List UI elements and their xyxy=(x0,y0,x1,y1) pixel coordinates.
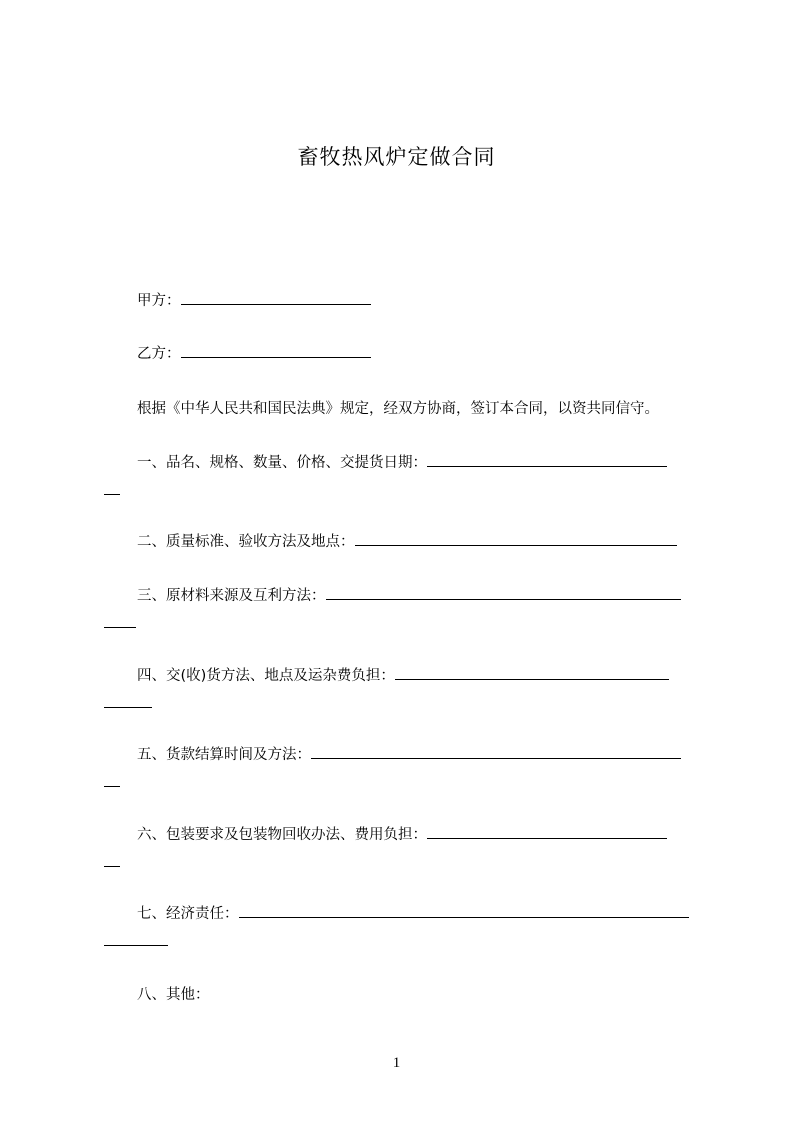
party-a-line xyxy=(137,291,371,311)
clause-6-label: 六、包装要求及包装物回收办法、费用负担： xyxy=(137,827,427,843)
party-a-blank xyxy=(181,292,371,305)
clause-3-label: 三、原材料来源及互利方法： xyxy=(137,588,326,604)
clause-7-blank xyxy=(239,905,689,918)
document-title: 畜牧热风炉定做合同 xyxy=(297,145,496,169)
clause-3-line xyxy=(137,586,681,606)
clause-4-label: 四、交(收)货方法、地点及运杂费负担： xyxy=(137,668,395,684)
clause-3-blank xyxy=(326,587,681,600)
clause-4-blank-continuation xyxy=(104,707,152,708)
clause-1-label: 一、品名、规格、数量、价格、交提货日期： xyxy=(137,455,427,471)
clause-7-label: 七、经济责任： xyxy=(137,906,239,922)
clause-1-blank xyxy=(427,454,667,467)
clause-1-line xyxy=(137,453,667,473)
preamble-text: 根据《中华人民共和国民法典》规定，经双方协商，签订本合同，以资共同信守。 xyxy=(137,401,659,417)
party-b-blank xyxy=(181,345,371,358)
page-number: 1 xyxy=(392,1055,401,1071)
clause-3-blank-continuation xyxy=(104,627,136,628)
clause-5-blank xyxy=(311,746,681,759)
clause-7-line xyxy=(137,904,689,924)
party-a-label: 甲方： xyxy=(137,293,181,309)
clause-7-blank-continuation xyxy=(104,945,168,946)
clause-5-blank-continuation xyxy=(104,786,120,787)
clause-6-line xyxy=(137,825,667,845)
clause-5-line xyxy=(137,745,681,765)
clause-5-label: 五、货款结算时间及方法： xyxy=(137,747,311,763)
clause-2-line xyxy=(137,532,677,552)
clause-2-label: 二、质量标准、验收方法及地点： xyxy=(137,534,355,550)
clause-8-line xyxy=(137,985,210,1005)
clause-8-label: 八、其他： xyxy=(137,987,210,1003)
clause-2-blank xyxy=(355,533,677,546)
clause-6-blank-continuation xyxy=(104,866,120,867)
party-b-line xyxy=(137,344,371,364)
clause-4-line xyxy=(137,666,669,686)
party-b-label: 乙方： xyxy=(137,346,181,362)
clause-4-blank xyxy=(395,667,669,680)
clause-6-blank xyxy=(427,826,667,839)
clause-1-blank-continuation xyxy=(104,494,120,495)
